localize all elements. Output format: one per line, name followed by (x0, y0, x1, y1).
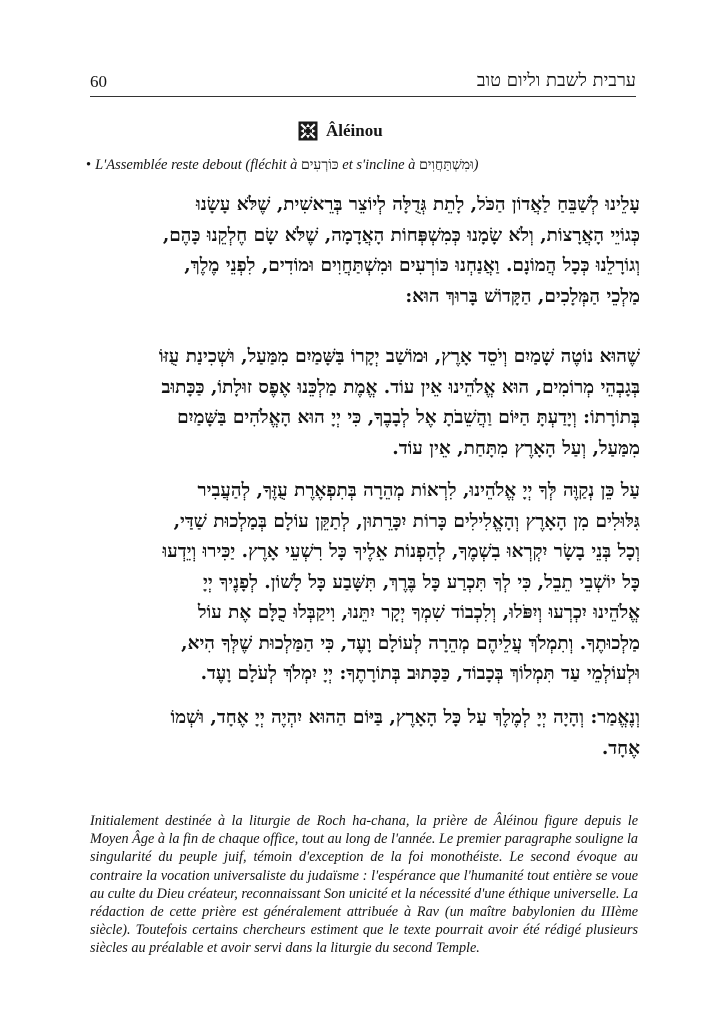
prayer-line: אֱלֹהֵינוּ יִכְרְעוּ וְיִפֹּלוּ, וְלִכְבוֹד שִׁמְךָ יְקָר יִתֵּנוּ, וִיקַבְּלוּ כֻלָּם אֶת עוֹל (197, 602, 640, 623)
running-head (90, 66, 636, 96)
prayer-line: גִּלּוּלִים מִן הָאָרֶץ וְהָאֱלִילִים כָּרוֹת יִכָּרֵתוּן, לְתַקֵּן עוֹלָם בְּמַלְכוּת שַׁדַּי, (173, 510, 640, 532)
prayer-line: אֶחָד. (601, 737, 640, 759)
prayer-line: עַל כֵּן נְקַוֶּה לְּךָ יְיָ אֱלֹהֵינוּ, לִרְאוֹת מְהֵרָה בְּתִפְאֶרֶת עֻזֶּךָ, לְהַעֲבִיר (197, 480, 640, 501)
rubric-instruction (86, 157, 646, 174)
running-title: ערבית לשבת וליום טוב (476, 70, 636, 91)
prayer-line: כְּגוֹיֵי הָאֲרָצוֹת, וְלֹא שָׂמָנוּ כְּמִשְׁפְּחוֹת הָאֲדָמָה, שֶׁלֹּא שָׂם חֶלְקֵנוּ כָּהֶם, (162, 224, 640, 246)
prayer-paragraph-3 (88, 476, 640, 690)
prayer-paragraph-2 (88, 342, 640, 464)
commentary-note: Initialement destinée à la liturgie de Roch ha-chana, la prière de Âléinou figure depuis le Moyen Âge à la fin de chaque office, tout au long de l'année. Le premier paragraphe souligne la singularité du peuple juif, témoin d'exception de la foi monothéiste. Le second évoque au contraire la vocation universaliste du judaïsme : l'espérance que l'humanité tout entière se voue au culte du Dieu créateur, reconnaissant Son unicité et la nécessité d'une éthique universelle. La rédaction de cette prière est généralement attribuée à Rav (un maître babylonien du IIIème siècle). Toutefois certains chercheurs estiment que le texte pourrait avoir été rédigé plusieurs siècles au préalable et avoir servi dans la liturgie du second Temple. (90, 813, 638, 957)
section-title: Âléinou (326, 121, 383, 140)
prayer-line: וְנֶאֱמַר: וְהָיָה יְיָ לְמֶלֶךְ עַל כָּל הָאָרֶץ, בַּיּוֹם הַהוּא יִהְיֶה יְיָ אֶחָד, וּשְׁמוֹ (170, 707, 640, 728)
prayer-line: בְּתוֹרָתוֹ: וְיָדַעְתָּ הַיּוֹם וַהֲשֵׁבֹתָ אֶל לְבָבֶךָ, כִּי יְיָ הוּא הָאֱלֹהִים בַּשָּׁמַיִם (177, 407, 640, 428)
prayer-paragraph-4 (88, 703, 640, 764)
rubric-text-middle: et s'incline à (338, 157, 420, 173)
prayer-line: כָּל יוֹשְׁבֵי תֵבֵל, כִּי לְךָ תִּכְרַע כָּל בֶּרֶךְ, תִּשָּׁבַע כָּל לָשׁוֹן. לְפָנֶיךָ יְיָ (203, 571, 640, 593)
rubric-text-start: L'Assemblée reste debout (fléchit à (95, 157, 301, 173)
boxed-star-icon (298, 121, 318, 141)
prayer-line: בְּגָבְהֵי מְרוֹמִים, הוּא אֱלֹהֵינוּ אֵין עוֹד. אֱמֶת מַלְכֵּנוּ אֶפֶס זוּלָתוֹ, כַּכָּתוּב (161, 376, 640, 398)
rubric-text-end: ) (473, 157, 479, 173)
prayer-line: שֶׁהוּא נוֹטֶה שָׁמַיִם וְיֹסֵד אָרֶץ, וּמוֹשַׁב יְקָרוֹ בַּשָּׁמַיִם מִמַּעַל, וּשְׁכִינַת עֻזּוֹ (158, 346, 640, 367)
prayer-line: עָלֵינוּ לְשַׁבֵּחַ לַאֲדוֹן הַכֹּל, לָתֵת גְּדֻלָּה לְיוֹצֵר בְּרֵאשִׁית, שֶׁלֹּא עָשָׂנוּ (196, 194, 640, 215)
bullet: • (86, 157, 92, 173)
rubric-word-bow: כּוֹרְעִים (301, 157, 339, 173)
prayer-line: מַלְכוּתֶךָ. וְתִמְלֹךְ עֲלֵיהֶם מְהֵרָה לְעוֹלָם וָעֶד, כִּי הַמַּלְכוּת שֶׁלְּךָ הִיא, (181, 632, 640, 654)
rubric-word-prostrate: וּמִשְׁתַּחֲוִים (419, 157, 474, 173)
page-number: 60 (90, 72, 107, 91)
prayer-paragraph-1 (88, 190, 640, 312)
prayer-line: מַלְכֵי הַמְּלָכִים, הַקָּדוֹשׁ בָּרוּךְ הוּא: (405, 285, 640, 307)
prayer-line: מִמַּעַל, וְעַל הָאָרֶץ מִתָּחַת, אֵין עוֹד. (392, 437, 640, 459)
section-heading (298, 118, 383, 144)
prayer-line: וְכָל בְּנֵי בָשָׂר יִקְרְאוּ בִשְׁמֶךָ, לְהַפְנוֹת אֵלֶיךָ כָּל רִשְׁעֵי אָרֶץ. יַכִּירוּ וְיֵדְעוּ (162, 541, 640, 562)
header-rule (90, 96, 636, 97)
prayer-line: וּלְעוֹלְמֵי עַד תִּמְלוֹךְ בְּכָבוֹד, כַּכָּתוּב בְּתוֹרָתֶךָ: יְיָ יִמְלֹךְ לְעֹלָם וָעֶד. (200, 663, 640, 684)
prayer-line: וְגוֹרָלֵנוּ כְּכָל הֲמוֹנָם. וַאֲנַחְנוּ כּוֹרְעִים וּמִשְׁתַּחֲוִים וּמוֹדִים, לִפְנֵי מֶלֶךְ, (184, 255, 640, 276)
